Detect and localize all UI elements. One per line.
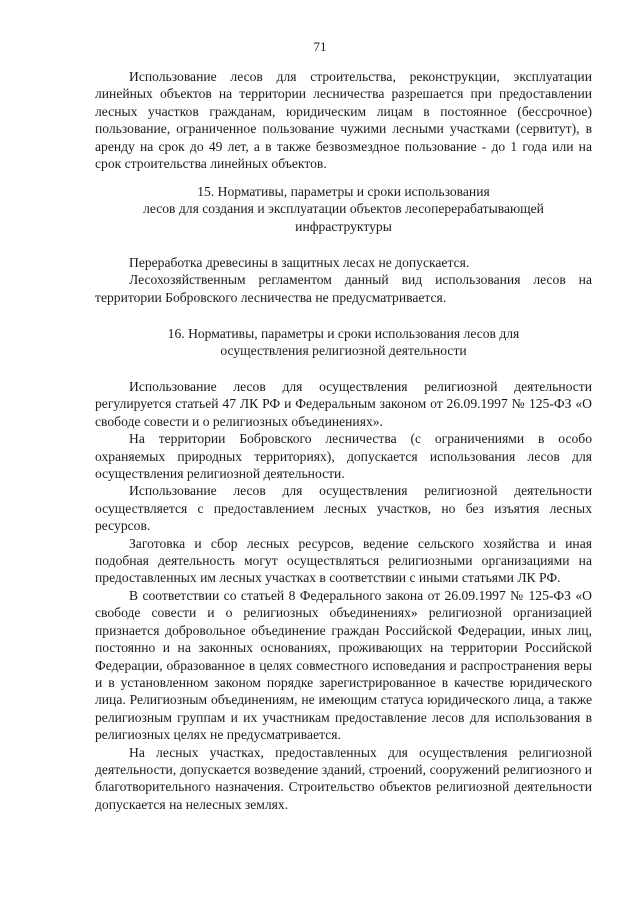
paragraph: На территории Бобровского лесничества (с ограничениями в особо охраняемых природных территориях), допускается использования лесов для осуществления религиозной деятельности. (95, 431, 592, 482)
paragraph: Лесохозяйственным регламентом данный вид использования лесов на территории Бобровского лесничества не предусматривается. (95, 272, 592, 305)
section-16-body (95, 378, 592, 813)
paragraph: На лесных участках, предоставленных для осуществления религиозной деятельности, допускается возведение зданий, строений, сооружений религиозного и благотворительного назначения. Строительство объектов религиозной деятельности допускается на нелесных землях. (95, 744, 592, 812)
section-16-heading (95, 325, 592, 360)
paragraph: Заготовка и сбор лесных ресурсов, ведение сельского хозяйства и иная подобная деятельность могут осуществляться религиозными организациями на предоставленных им лесных участках в соответствии с иными статьями ЛК РФ. (95, 535, 592, 586)
heading-line: 15. Нормативы, параметры и сроки использования (197, 184, 490, 199)
linear-objects-section (95, 68, 592, 172)
page-number: 71 (313, 39, 327, 54)
paragraph: Использование лесов для строительства, реконструкции, эксплуатации линейных объектов на территории лесничества разрешается при предоставлении лесных участков гражданам, юридическим лицам в постоянное (бессрочное) пользование, ограниченное пользование чужими лесными участками (сервитут), в аренду на срок до 49 лет, а в также безвозмездное пользование - до 1 года или на срок строительства линейных объектов. (95, 69, 592, 172)
section-15-heading (95, 183, 592, 235)
heading-line: лесов для создания и эксплуатации объектов лесоперерабатывающей (143, 201, 544, 217)
paragraph: Использование лесов для осуществления религиозной деятельности осуществляется с предоставлением лесных участков, но без изъятия лесных ресурсов. (95, 483, 592, 534)
heading-line: осуществления религиозной деятельности (220, 343, 467, 359)
paragraph: Переработка древесины в защитных лесах не допускается. (129, 255, 470, 270)
heading-line: 16. Нормативы, параметры и сроки использования лесов для (167, 326, 520, 341)
paragraph: В соответствии со статьей 8 Федерального закона от 26.09.1997 № 125-ФЗ «О свободе совести и о религиозных объединениях» религиозной организацией признается добровольное объединение граждан Российской Федерации, иных лиц, постоянно и на законных основаниях, проживающих на территории Российской Федерации, образованное в целях совместного исповедания и распространения веры и в установленном законом порядке зарегистрированное в качестве юридического лица. Религиозным объединениям, не имеющим статуса юридического лица, а также религиозным группам и их участникам предоставление лесов для использования в религиозных целях не предусматривается. (95, 587, 592, 743)
paragraph: Использование лесов для осуществления религиозной деятельности регулируется статьей 47 ЛК РФ и Федеральным законом от 26.09.1997 № 125-ФЗ «О свободе совести и о религиозных объединениях». (95, 379, 592, 429)
section-15-body (95, 254, 592, 306)
heading-line: инфраструктуры (295, 218, 392, 234)
